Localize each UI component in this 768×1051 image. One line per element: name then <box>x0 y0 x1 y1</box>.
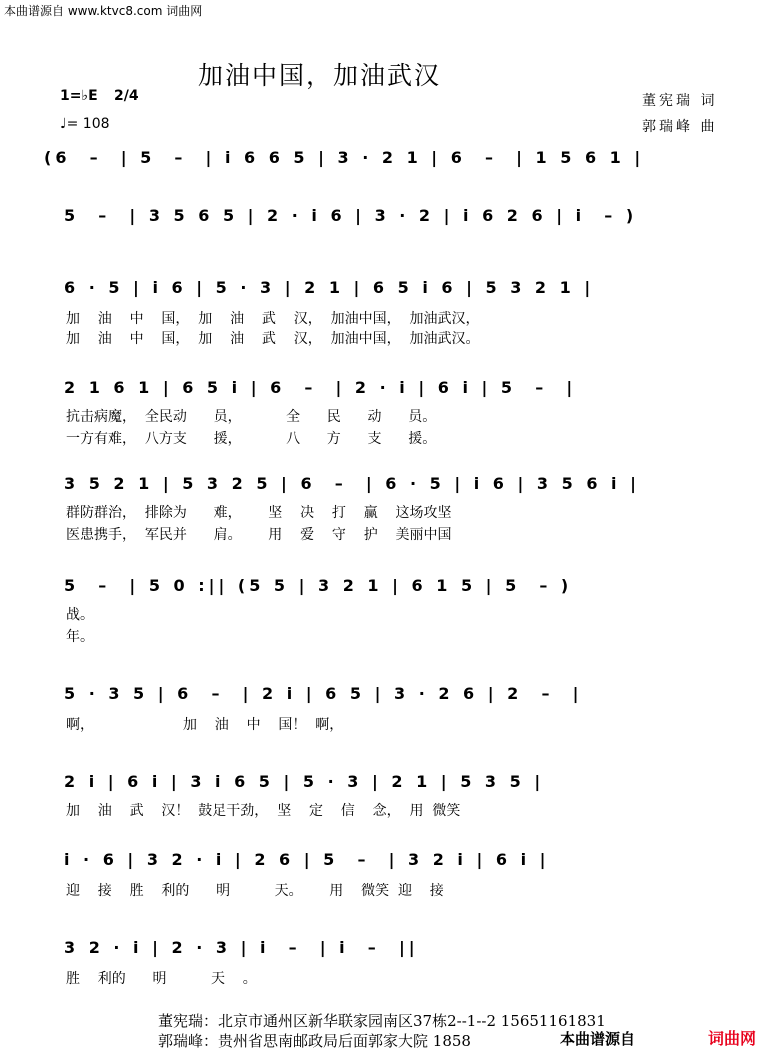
notation-line <box>0 148 768 176</box>
watermark-logo-right: 词曲网 <box>708 1029 757 1048</box>
notation-text: 5 – | 3 5 6 5 | 2 · i 6 | 3 · 2 | i 6 2 6 | i – ) <box>64 206 638 225</box>
notation-text: 5 – | 5 0 :|| (5 5 | 3 2 1 | 6 1 5 | 5 – ) <box>64 576 573 595</box>
lyrics-verse-1: 啊， 加 油 中 国！ 啊， <box>66 717 344 733</box>
notation-line <box>0 378 768 406</box>
footer-contact-composer: 郭瑞峰：贵州省思南邮政局后面郭家大院 1858 <box>158 1032 471 1050</box>
lyricist-credit: 董宪瑞 词 <box>642 93 718 109</box>
notation-line <box>0 576 768 604</box>
notation-line <box>0 850 768 878</box>
notation-line <box>0 938 768 966</box>
key-signature: 1=♭E <box>60 88 98 104</box>
footer-contact-lyricist: 董宪瑞：北京市通州区新华联家园南区37栋2--1--2 15651161831 <box>158 1012 606 1030</box>
notation-text: 6 · 5 | i 6 | 5 · 3 | 2 1 | 6 5 i 6 | 5 3 2 1 | <box>64 278 595 297</box>
lyrics-verse-2: 加 油 中 国， 加 油 武 汉， 加油中国， 加油武汉。 <box>66 331 480 347</box>
composer-credit: 郭瑞峰 曲 <box>642 119 718 135</box>
notation-text: 3 2 · i | 2 · 3 | i – | i – || <box>64 938 419 957</box>
notation-text: 2 i | 6 i | 3 i 6 5 | 5 · 3 | 2 1 | 5 3 5 | <box>64 772 545 791</box>
notation-line <box>0 684 768 712</box>
tempo-marking: ♩= 108 <box>60 116 110 132</box>
song-title: 加油中国，加油武汉 <box>198 61 442 90</box>
notation-line <box>0 278 768 306</box>
notation-text: 2 1 6 1 | 6 5 i | 6 – | 2 · i | 6 i | 5 – | <box>64 378 577 397</box>
lyrics-verse-1: 迎 接 胜 利的 明 天。 用 微笑 迎 接 <box>66 883 444 899</box>
lyrics-verse-2: 医患携手， 军民并 肩。 用 爱 守 护 美丽中国 <box>66 527 452 543</box>
notation-text: 5 · 3 5 | 6 – | 2 i | 6 5 | 3 · 2 6 | 2 – | <box>64 684 583 703</box>
watermark-logo-left: 本曲谱源自 <box>560 1030 636 1048</box>
notation-line <box>0 474 768 502</box>
notation-text: i · 6 | 3 2 · i | 2 6 | 5 – | 3 2 i | 6 i | <box>64 850 550 869</box>
lyrics-verse-1: 战。 <box>66 607 94 623</box>
lyrics-verse-1: 加 油 武 汉！ 鼓足干劲， 坚 定 信 念， 用 微笑 <box>66 803 461 819</box>
notation-text: (6 – | 5 – | i 6 6 5 | 3 · 2 1 | 6 – | 1 5 6 1 | <box>44 148 645 167</box>
lyrics-verse-1: 胜 利的 明 天 。 <box>66 971 257 987</box>
lyrics-verse-1: 抗击病魔， 全民动 员， 全 民 动 员。 <box>66 409 437 425</box>
notation-line <box>0 772 768 800</box>
watermark-top: 本曲谱源自 www.ktvc8.com 词曲网 <box>4 4 203 18</box>
notation-line <box>0 206 768 234</box>
lyrics-verse-1: 群防群治， 排除为 难， 坚 决 打 赢 这场攻坚 <box>66 505 452 521</box>
notation-text: 3 5 2 1 | 5 3 2 5 | 6 – | 6 · 5 | i 6 | 3 5 6 i | <box>64 474 640 493</box>
lyrics-verse-1: 加 油 中 国， 加 油 武 汉， 加油中国， 加油武汉， <box>66 311 480 327</box>
time-signature: 2/4 <box>114 88 139 104</box>
lyrics-verse-2: 一方有难， 八方支 援， 八 方 支 援。 <box>66 431 437 447</box>
lyrics-verse-2: 年。 <box>66 629 94 645</box>
